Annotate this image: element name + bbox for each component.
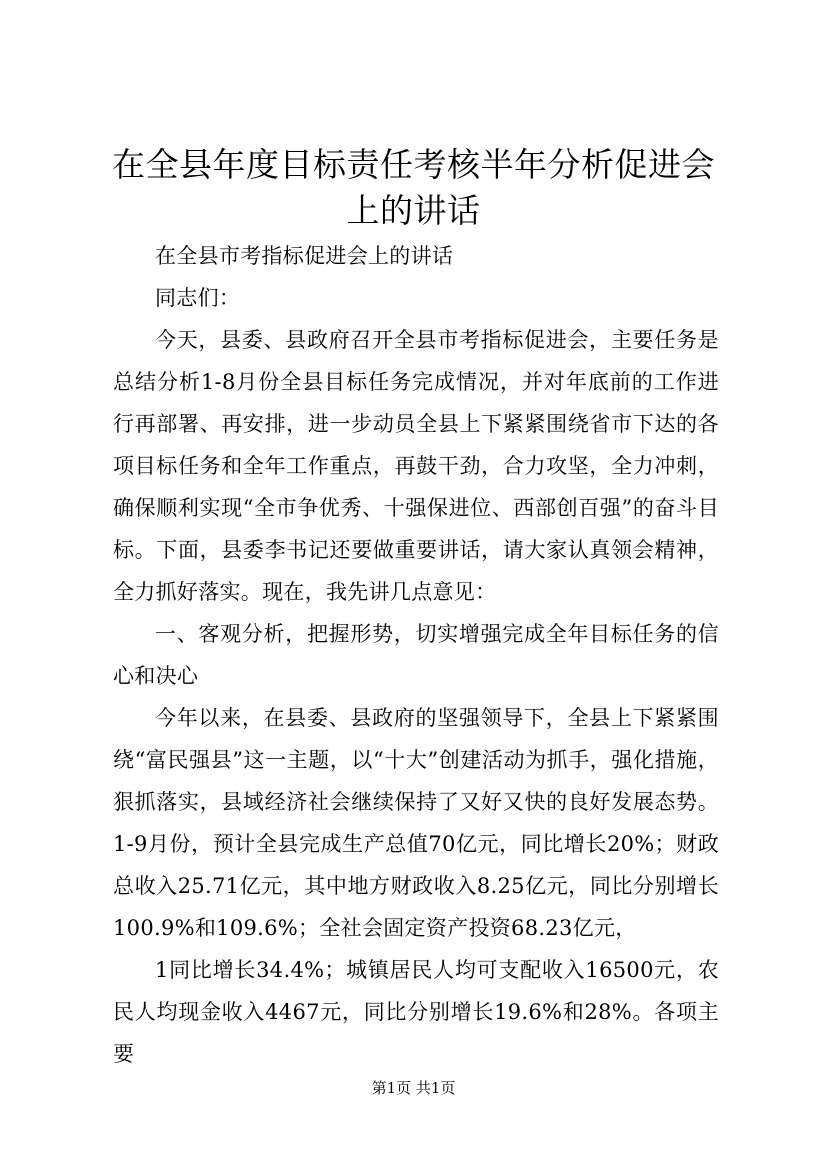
salutation-paragraph: 同志们： <box>155 286 241 310</box>
body-paragraph: 今年以来，在县委、县政府的坚强领导下，全县上下紧紧围绕“富民强县”这一主题，以“十大”创建活动为抓手，强化措施，狠抓落实，县域经济社会继续保持了又好又快的良好发展态势。1-9月份，预计全县完成生产总值70亿元，同比增长20%；财政总收入25.71亿元，其中地方财政收入8.25亿元，同比分别增长100.9%和109.6%；全社会固定资产投资68.23亿元， <box>113 706 719 940</box>
document-title: 在全县年度目标责任考核半年分析促进会上的讲话 <box>112 145 715 230</box>
intro-paragraph: 今天，县委、县政府召开全县市考指标促进会，主要任务是总结分析1-8月份全县目标任务完成情况，并对年底前的工作进行再部署、再安排，进一步动员全县上下紧紧围绕省市下达的各项目标任务和全年工作重点，再鼓干劲，合力攻坚，全力冲刺，确保顺利实现“全市争优秀、十强保进位、西部创百强”的奋斗目标。下面，县委李书记还要做重要讲话，请大家认真领会精神，全力抓好落实。现在，我先讲几点意见： <box>113 328 719 604</box>
page-footer: 第1页 共1页 <box>371 1079 456 1097</box>
body-paragraph-continued: 1同比增长34.4%；城镇居民人均可支配收入16500元，农民人均现金收入4467元，同比分别增长19.6%和28%。各项主要 <box>113 958 719 1066</box>
section-heading-paragraph: 一、客观分析，把握形势，切实增强完成全年目标任务的信心和决心 <box>113 622 719 688</box>
subtitle-paragraph: 在全县市考指标促进会上的讲话 <box>155 244 454 268</box>
document-body <box>113 235 719 1075</box>
